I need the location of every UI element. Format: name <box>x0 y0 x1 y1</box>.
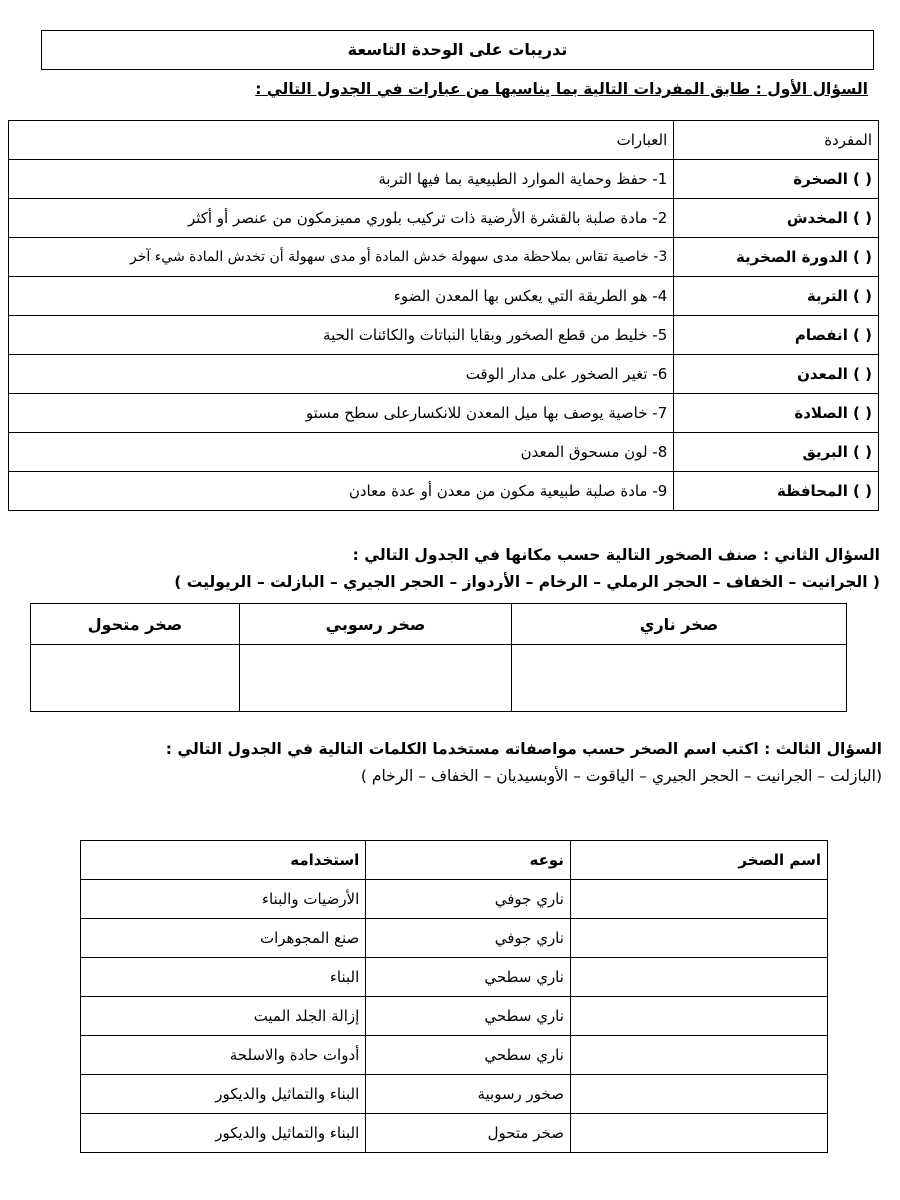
table-row <box>81 880 828 919</box>
rock-type-cell: ناري سطحي <box>366 1036 571 1075</box>
metamorphic-answer-cell[interactable] <box>31 645 240 712</box>
table-row <box>9 160 879 199</box>
table-row <box>81 1114 828 1153</box>
table-row <box>9 394 879 433</box>
term-cell[interactable]: ( ) المخدش <box>674 199 879 238</box>
term-cell[interactable]: ( ) التربة <box>674 277 879 316</box>
rock-name-answer-cell[interactable] <box>570 880 827 919</box>
rock-name-answer-cell[interactable] <box>570 1114 827 1153</box>
rock-type-cell: ناري سطحي <box>366 958 571 997</box>
question-3-word-list: (البازلت – الجرانيت – الحجر الجيري – الياقوت – الأوبسيديان – الخفاف – الرخام ) <box>360 767 882 785</box>
term-cell[interactable]: ( ) الصخرة <box>674 160 879 199</box>
rock-use-cell: صنع المجوهرات <box>81 919 366 958</box>
table-row <box>9 433 879 472</box>
rock-classification-table <box>30 603 847 712</box>
question-2-heading: السؤال الثاني : صنف الصخور التالية حسب مكانها في الجدول التالي : <box>352 546 880 564</box>
rock-use-cell: البناء <box>81 958 366 997</box>
header-rock-type: نوعه <box>366 841 571 880</box>
phrase-cell: 7- خاصية يوصف بها ميل المعدن للانكسارعلى سطح مستو <box>9 394 674 433</box>
table-row <box>9 238 879 277</box>
table-row <box>81 1075 828 1114</box>
rock-name-answer-cell[interactable] <box>570 958 827 997</box>
term-cell[interactable]: ( ) البريق <box>674 433 879 472</box>
phrase-cell: 4- هو الطريقة التي يعكس بها المعدن الضوء <box>9 277 674 316</box>
term-cell[interactable]: ( ) انفصام <box>674 316 879 355</box>
table-row <box>9 277 879 316</box>
question-3-heading: السؤال الثالث : اكتب اسم الصخر حسب مواصفاته مستخدما الكلمات التالية في الجدول التالي : <box>165 740 882 758</box>
table-row <box>9 472 879 511</box>
rock-properties-table <box>80 840 828 1153</box>
igneous-answer-cell[interactable] <box>512 645 847 712</box>
phrase-cell: 2- مادة صلبة بالقشرة الأرضية ذات تركيب بلوري مميزمكون من عنصر أو أكثر <box>9 199 674 238</box>
rock-type-cell: صخر متحول <box>366 1114 571 1153</box>
matching-table-header <box>9 121 879 160</box>
rock-name-answer-cell[interactable] <box>570 1075 827 1114</box>
header-metamorphic: صخر متحول <box>31 604 240 645</box>
classification-answer-row <box>31 645 847 712</box>
phrase-cell: 6- تغير الصخور على مدار الوقت <box>9 355 674 394</box>
rock-name-answer-cell[interactable] <box>570 919 827 958</box>
header-rock-name: اسم الصخر <box>570 841 827 880</box>
header-igneous: صخر ناري <box>512 604 847 645</box>
rock-type-cell: ناري جوفي <box>366 880 571 919</box>
term-cell[interactable]: ( ) المعدن <box>674 355 879 394</box>
rock-use-cell: أدوات حادة والاسلحة <box>81 1036 366 1075</box>
table-row <box>81 958 828 997</box>
table-row <box>81 997 828 1036</box>
worksheet-title: تدريبات على الوحدة التاسعة <box>41 30 874 70</box>
header-word: المفردة <box>674 121 879 160</box>
table-row <box>9 199 879 238</box>
rock-use-cell: الأرضيات والبناء <box>81 880 366 919</box>
phrase-cell: 5- خليط من قطع الصخور وبقايا النباتات والكائنات الحية <box>9 316 674 355</box>
table-row <box>9 316 879 355</box>
phrase-cell: 1- حفظ وحماية الموارد الطبيعية بما فيها التربة <box>9 160 674 199</box>
matching-table <box>8 120 879 511</box>
header-rock-use: استخدامه <box>81 841 366 880</box>
phrase-cell: 3- خاصية تقاس بملاحظة مدى سهولة خدش المادة أو مدى سهولة أن تخدش المادة شيء آخر <box>9 238 674 277</box>
header-phrase: العبارات <box>9 121 674 160</box>
table-row <box>9 355 879 394</box>
rock-use-cell: البناء والتماثيل والديكور <box>81 1075 366 1114</box>
term-cell[interactable]: ( ) الدورة الصخرية <box>674 238 879 277</box>
classification-header <box>31 604 847 645</box>
phrase-cell: 9- مادة صلبة طبيعية مكون من معدن أو عدة معادن <box>9 472 674 511</box>
rock-name-answer-cell[interactable] <box>570 1036 827 1075</box>
rock-type-cell: صخور رسوبية <box>366 1075 571 1114</box>
table-row <box>81 919 828 958</box>
sedimentary-answer-cell[interactable] <box>240 645 512 712</box>
term-cell[interactable]: ( ) الصلادة <box>674 394 879 433</box>
question-2-word-list: ( الجرانيت – الخفاف – الحجر الرملي – الرخام – الأردواز – الحجر الجيري – البازلت – الريوليت ) <box>174 573 880 591</box>
rock-use-cell: البناء والتماثيل والديكور <box>81 1114 366 1153</box>
rock-type-cell: ناري جوفي <box>366 919 571 958</box>
rock-use-cell: إزالة الجلد الميت <box>81 997 366 1036</box>
header-sedimentary: صخر رسوبي <box>240 604 512 645</box>
question-1-heading: السؤال الأول : طابق المفردات التالية بما يناسبها من عبارات في الجدول التالي : <box>255 80 868 98</box>
phrase-cell: 8- لون مسحوق المعدن <box>9 433 674 472</box>
rock-type-cell: ناري سطحي <box>366 997 571 1036</box>
term-cell[interactable]: ( ) المحافظة <box>674 472 879 511</box>
rock-name-answer-cell[interactable] <box>570 997 827 1036</box>
properties-header <box>81 841 828 880</box>
table-row <box>81 1036 828 1075</box>
